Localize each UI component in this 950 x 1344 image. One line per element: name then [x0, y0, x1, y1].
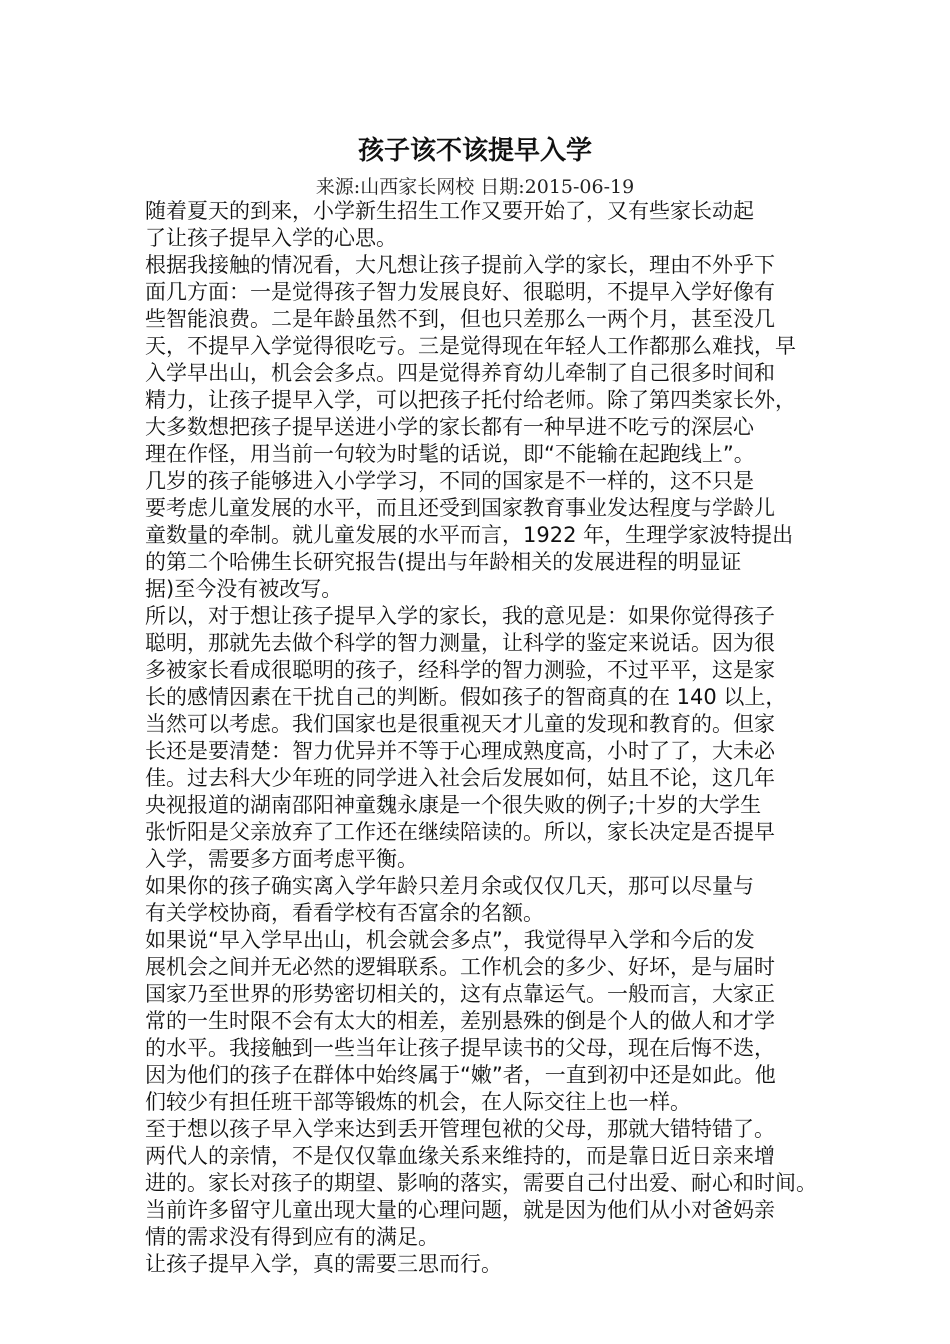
date-label: 日期:: [480, 176, 525, 198]
body-line: 因为他们的孩子在群体中始终属于“嫩”者，一直到初中还是如此。他: [145, 1063, 776, 1087]
body-line: 面几方面：一是觉得孩子智力发展良好、很聪明，不提早入学好像有: [145, 280, 775, 304]
body-line: 了让孩子提早入学的心思。: [145, 226, 397, 250]
body-line: 几岁的孩子能够进入小学学习，不同的国家是不一样的，这不只是: [145, 469, 754, 493]
date-value: 2015-06-19: [524, 176, 635, 198]
body-line: 佳。过去科大少年班的同学进入社会后发展如何，姑且不论，这几年: [145, 766, 775, 790]
body-line: 长的感情因素在干扰自己的判断。假如孩子的智商真的在 140 以上，: [145, 685, 787, 709]
body-line: 的第二个哈佛生长研究报告(提出与年龄相关的发展进程的明显证: [145, 550, 742, 574]
body-line: 们较少有担任班干部等锻炼的机会，在人际交往上也一样。: [145, 1090, 691, 1114]
body-line: 常的一生时限不会有太大的相差，差别悬殊的倒是个人的做人和才学: [145, 1009, 775, 1033]
body-line: 让孩子提早入学，真的需要三思而行。: [145, 1252, 502, 1276]
body-line: 至于想以孩子早入学来达到丢开管理包袱的父母，那就大错特错了。: [145, 1117, 775, 1141]
body-line: 展机会之间并无必然的逻辑联系。工作机会的多少、好坏，是与届时: [145, 955, 775, 979]
body-line: 天，不提早入学觉得很吃亏。三是觉得现在年轻人工作都那么难找，早: [145, 334, 796, 358]
body-line: 多被家长看成很聪明的孩子，经科学的智力测验，不过平平，这是家: [145, 658, 775, 682]
body-line: 如果你的孩子确实离入学年龄只差月余或仅仅几天，那可以尽量与: [145, 874, 754, 898]
body-line: 两代人的亲情，不是仅仅靠血缘关系来维持的，而是靠日近日亲来增: [145, 1144, 775, 1168]
body-line: 的水平。我接触到一些当年让孩子提早读书的父母，现在后悔不迭，: [145, 1036, 775, 1060]
body-line: 随着夏天的到来，小学新生招生工作又要开始了，又有些家长动起: [145, 199, 754, 223]
body-line: 有关学校协商，看看学校有否富余的名额。: [145, 901, 544, 925]
body-line: 国家乃至世界的形势密切相关的，这有点靠运气。一般而言，大家正: [145, 982, 775, 1006]
body-line: 理在作怪，用当前一句较为时髦的话说，即“不能输在起跑线上”。: [145, 442, 755, 466]
body-line: 聪明，那就先去做个科学的智力测量，让科学的鉴定来说话。因为很: [145, 631, 775, 655]
body-line: 张忻阳是父亲放弃了工作还在继续陪读的。所以，家长决定是否提早: [145, 820, 775, 844]
body-line: 大多数想把孩子提早送进小学的家长都有一种早进不吃亏的深层心: [145, 415, 754, 439]
body-line: 根据我接触的情况看，大凡想让孩子提前入学的家长，理由不外乎下: [145, 253, 775, 277]
body-line: 情的需求没有得到应有的满足。: [145, 1225, 439, 1249]
body-line: 童数量的牵制。就儿童发展的水平而言，1922 年，生理学家波特提出: [145, 523, 794, 547]
body-line: 精力，让孩子提早入学，可以把孩子托付给老师。除了第四类家长外，: [145, 388, 796, 412]
source-name: 山西家长网校: [360, 176, 475, 198]
source-label: 来源:: [315, 176, 361, 198]
body-line: 些智能浪费。二是年龄虽然不到，但也只差那么一两个月，甚至没几: [145, 307, 775, 331]
body-line: 进的。家长对孩子的期望、影响的落实，需要自己付出爱、耐心和时间。: [145, 1171, 817, 1195]
article-title: 孩子该不该提早入学: [357, 136, 592, 166]
body-line: 当前许多留守儿童出现大量的心理问题，就是因为他们从小对爸妈亲: [145, 1198, 775, 1222]
article-body: [145, 198, 817, 1278]
body-line: 入学早出山，机会会多点。四是觉得养育幼儿牵制了自己很多时间和: [145, 361, 775, 385]
body-line: 央视报道的湖南邵阳神童魏永康是一个很失败的例子;十岁的大学生: [145, 793, 762, 817]
body-line: 所以，对于想让孩子提早入学的家长，我的意见是：如果你觉得孩子: [145, 604, 775, 628]
body-line: 要考虑儿童发展的水平，而且还受到国家教育事业发达程度与学龄儿: [145, 496, 775, 520]
body-line: 当然可以考虑。我们国家也是很重视天才儿童的发现和教育的。但家: [145, 712, 775, 736]
body-line: 长还是要清楚：智力优异并不等于心理成熟度高，小时了了，大未必: [145, 739, 775, 763]
body-line: 入学，需要多方面考虑平衡。: [145, 847, 418, 871]
body-line: 据)至今没有被改写。: [145, 577, 343, 601]
body-line: 如果说“早入学早出山，机会就会多点”，我觉得早入学和今后的发: [145, 928, 755, 952]
article-meta: [0, 176, 950, 198]
